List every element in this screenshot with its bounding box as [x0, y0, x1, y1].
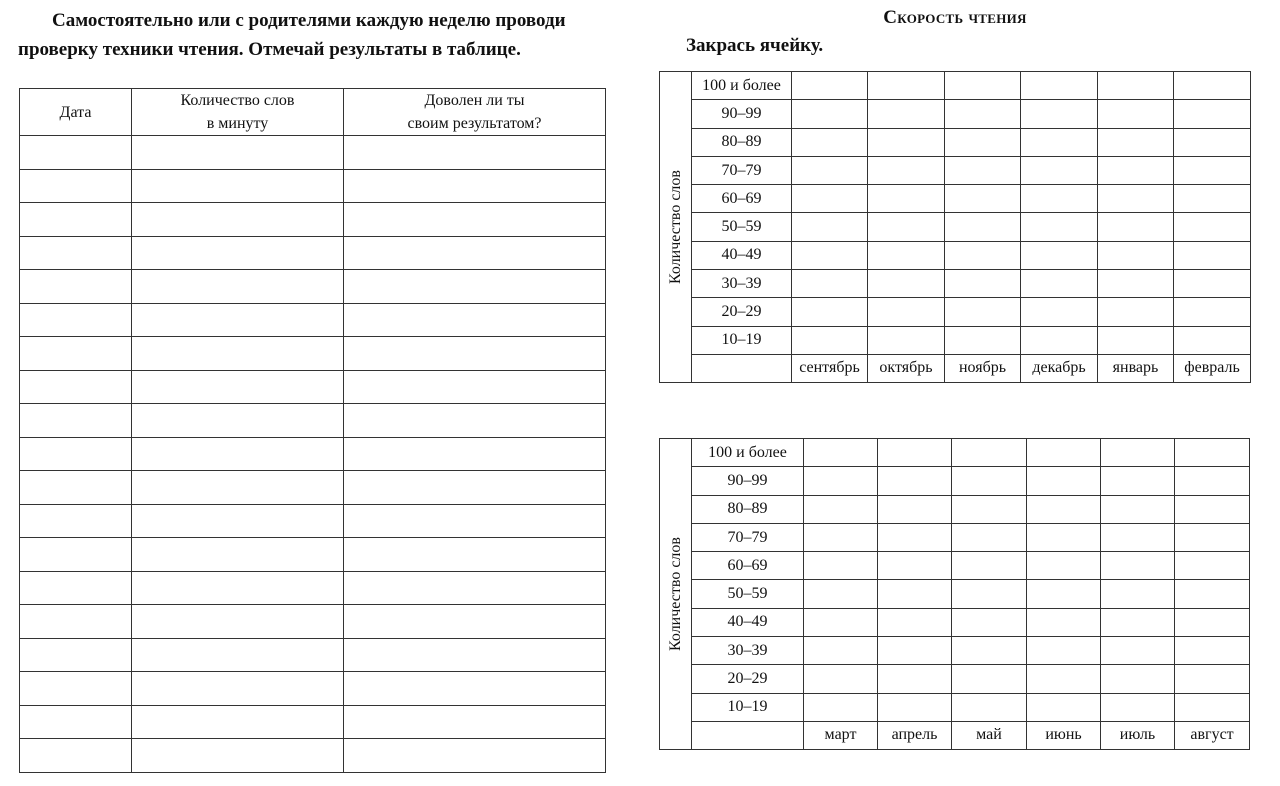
date-cell[interactable] — [20, 303, 132, 337]
speed-cell[interactable] — [792, 185, 868, 213]
speed-cell[interactable] — [945, 270, 1021, 298]
speed-cell[interactable] — [878, 693, 952, 721]
words-cell[interactable] — [132, 538, 344, 572]
speed-cell[interactable] — [1098, 326, 1174, 354]
month-label: январь — [1098, 354, 1174, 382]
speed-cell[interactable] — [1101, 439, 1175, 467]
speed-cell[interactable] — [804, 495, 878, 523]
date-cell[interactable] — [20, 638, 132, 672]
speed-cell[interactable] — [792, 72, 868, 100]
range-label: 10–19 — [692, 693, 804, 721]
range-label: 40–49 — [692, 241, 792, 269]
satisfied-cell[interactable] — [344, 638, 606, 672]
speed-cell[interactable] — [1027, 467, 1101, 495]
speed-row — [660, 580, 1250, 608]
satisfied-cell[interactable] — [344, 437, 606, 471]
date-cell[interactable] — [20, 705, 132, 739]
y-axis-label: Количество слов — [666, 537, 684, 651]
words-cell[interactable] — [132, 203, 344, 237]
speed-cell[interactable] — [1175, 439, 1250, 467]
speed-cell[interactable] — [1175, 637, 1250, 665]
speed-cell[interactable] — [868, 185, 945, 213]
speed-cell[interactable] — [1175, 523, 1250, 551]
satisfied-cell[interactable] — [344, 739, 606, 773]
speed-cell[interactable] — [945, 72, 1021, 100]
month-label: июль — [1101, 721, 1175, 749]
speed-cell[interactable] — [1174, 326, 1251, 354]
speed-cell[interactable] — [1027, 665, 1101, 693]
speed-cell[interactable] — [952, 523, 1027, 551]
satisfied-cell[interactable] — [344, 370, 606, 404]
satisfied-cell[interactable] — [344, 571, 606, 605]
range-label: 50–59 — [692, 580, 804, 608]
date-cell[interactable] — [20, 236, 132, 270]
speed-cell[interactable] — [1098, 213, 1174, 241]
header-words-line1: Количество слов — [180, 92, 295, 109]
range-label: 60–69 — [692, 552, 804, 580]
speed-cell[interactable] — [952, 552, 1027, 580]
range-label: 20–29 — [692, 665, 804, 693]
speed-cell[interactable] — [952, 637, 1027, 665]
range-label: 70–79 — [692, 523, 804, 551]
table-row — [20, 638, 606, 672]
speed-cell[interactable] — [945, 100, 1021, 128]
satisfied-cell[interactable] — [344, 605, 606, 639]
satisfied-cell[interactable] — [344, 471, 606, 505]
speed-cell[interactable] — [792, 213, 868, 241]
speed-cell[interactable] — [1098, 241, 1174, 269]
header-satisfied — [344, 89, 606, 136]
speed-row — [660, 270, 1251, 298]
speed-cell[interactable] — [792, 128, 868, 156]
date-cell[interactable] — [20, 739, 132, 773]
speed-row — [660, 213, 1251, 241]
speed-cell[interactable] — [792, 270, 868, 298]
speed-row — [660, 637, 1250, 665]
date-cell[interactable] — [20, 538, 132, 572]
speed-cell[interactable] — [1098, 128, 1174, 156]
range-label: 30–39 — [692, 637, 804, 665]
speed-cell[interactable] — [792, 241, 868, 269]
speed-cell[interactable] — [1021, 270, 1098, 298]
speed-cell[interactable] — [1021, 156, 1098, 184]
log-body — [20, 136, 606, 773]
table-row — [20, 136, 606, 170]
speed-cell[interactable] — [868, 100, 945, 128]
speed-cell[interactable] — [952, 495, 1027, 523]
date-cell[interactable] — [20, 337, 132, 371]
month-label: сентябрь — [792, 354, 868, 382]
speed-cell[interactable] — [804, 580, 878, 608]
header-date — [20, 89, 132, 136]
range-label: 50–59 — [692, 213, 792, 241]
words-cell[interactable] — [132, 136, 344, 170]
instruction-line-1: Самостоятельно или с родителями каждую неделю проводи — [52, 10, 566, 31]
speed-table-autumn-winter — [659, 71, 1251, 383]
month-label: декабрь — [1021, 354, 1098, 382]
range-label: 10–19 — [692, 326, 792, 354]
range-label: 20–29 — [692, 298, 792, 326]
range-label: 80–89 — [692, 128, 792, 156]
speed-cell[interactable] — [1101, 467, 1175, 495]
speed-cell[interactable] — [1174, 128, 1251, 156]
speed-cell[interactable] — [1101, 495, 1175, 523]
date-cell[interactable] — [20, 437, 132, 471]
speed-cell[interactable] — [792, 298, 868, 326]
speed-cell[interactable] — [1021, 185, 1098, 213]
speed-cell[interactable] — [952, 608, 1027, 636]
speed-row — [660, 128, 1251, 156]
date-cell[interactable] — [20, 605, 132, 639]
speed-cell[interactable] — [878, 580, 952, 608]
table-row — [20, 370, 606, 404]
table-row — [20, 538, 606, 572]
month-label: май — [952, 721, 1027, 749]
page-title: Скорость чтения — [883, 7, 1027, 28]
speed-cell[interactable] — [1098, 156, 1174, 184]
header-date-label: Дата — [59, 103, 92, 121]
speed-cell[interactable] — [1027, 523, 1101, 551]
speed-cell[interactable] — [952, 580, 1027, 608]
speed-cell[interactable] — [1174, 185, 1251, 213]
satisfied-cell[interactable] — [344, 236, 606, 270]
speed-cell[interactable] — [1027, 580, 1101, 608]
satisfied-cell[interactable] — [344, 169, 606, 203]
table-row — [20, 169, 606, 203]
speed-row — [660, 241, 1251, 269]
speed-cell[interactable] — [1174, 72, 1251, 100]
table-row — [20, 705, 606, 739]
speed-cell[interactable] — [1027, 693, 1101, 721]
date-cell[interactable] — [20, 471, 132, 505]
month-label: февраль — [1174, 354, 1251, 382]
satisfied-cell[interactable] — [344, 672, 606, 706]
speed-cell[interactable] — [1101, 637, 1175, 665]
words-cell[interactable] — [132, 571, 344, 605]
date-cell[interactable] — [20, 136, 132, 170]
table-row — [20, 437, 606, 471]
range-label: 80–89 — [692, 495, 804, 523]
speed-cell[interactable] — [804, 552, 878, 580]
speed-cell[interactable] — [868, 213, 945, 241]
corner-cell — [692, 721, 804, 749]
satisfied-cell[interactable] — [344, 337, 606, 371]
month-label: апрель — [878, 721, 952, 749]
speed-cell[interactable] — [1101, 523, 1175, 551]
month-label: август — [1175, 721, 1250, 749]
speed-row — [660, 100, 1251, 128]
speed-row — [660, 608, 1250, 636]
speed-cell[interactable] — [868, 72, 945, 100]
speed-row — [660, 665, 1250, 693]
month-row — [660, 721, 1250, 749]
speed-cell[interactable] — [804, 693, 878, 721]
instruction-line-2: проверку техники чтения. Отмечай результаты в таблице. — [18, 39, 521, 60]
speed-cell[interactable] — [878, 665, 952, 693]
speed-cell[interactable] — [945, 213, 1021, 241]
table-row — [20, 337, 606, 371]
month-label: март — [804, 721, 878, 749]
satisfied-cell[interactable] — [344, 538, 606, 572]
month-label: июнь — [1027, 721, 1101, 749]
speed-cell[interactable] — [792, 100, 868, 128]
words-cell[interactable] — [132, 337, 344, 371]
speed-row — [660, 326, 1251, 354]
speed-cell[interactable] — [945, 156, 1021, 184]
speed-cell[interactable] — [1021, 128, 1098, 156]
speed-cell[interactable] — [1098, 100, 1174, 128]
table-row — [20, 504, 606, 538]
speed-cell[interactable] — [1101, 608, 1175, 636]
range-label: 90–99 — [692, 100, 792, 128]
speed-cell[interactable] — [868, 326, 945, 354]
y-axis-label: Количество слов — [666, 170, 684, 284]
speed-table-spring-summer — [659, 438, 1250, 750]
speed-cell[interactable] — [878, 523, 952, 551]
speed-cell[interactable] — [1021, 326, 1098, 354]
speed-cell[interactable] — [945, 128, 1021, 156]
speed-cell[interactable] — [1174, 156, 1251, 184]
speed-cell[interactable] — [868, 241, 945, 269]
range-label: 100 и более — [692, 72, 792, 100]
header-words-per-minute — [132, 89, 344, 136]
words-cell[interactable] — [132, 169, 344, 203]
speed-cell[interactable] — [1027, 495, 1101, 523]
speed-cell[interactable] — [1174, 213, 1251, 241]
words-cell[interactable] — [132, 370, 344, 404]
speed-cell[interactable] — [868, 128, 945, 156]
speed-cell[interactable] — [878, 439, 952, 467]
speed-row — [660, 552, 1250, 580]
speed-cell[interactable] — [1021, 241, 1098, 269]
header-satisfied-line1: Доволен ли ты — [424, 92, 525, 109]
header-satisfied-line2: своим результатом? — [407, 115, 542, 132]
speed-cell[interactable] — [804, 439, 878, 467]
speed-row — [660, 523, 1250, 551]
speed-cell[interactable] — [804, 467, 878, 495]
corner-cell — [692, 354, 792, 382]
range-label: 60–69 — [692, 185, 792, 213]
speed-cell[interactable] — [1175, 665, 1250, 693]
range-label: 70–79 — [692, 156, 792, 184]
speed-cell[interactable] — [1175, 580, 1250, 608]
speed-cell[interactable] — [1175, 608, 1250, 636]
month-row — [660, 354, 1251, 382]
y-axis-label-cell — [660, 439, 692, 750]
range-label: 90–99 — [692, 467, 804, 495]
words-cell[interactable] — [132, 739, 344, 773]
words-cell[interactable] — [132, 270, 344, 304]
speed-cell[interactable] — [792, 326, 868, 354]
reading-log-table — [19, 88, 606, 773]
speed-cell[interactable] — [1175, 495, 1250, 523]
speed-row — [660, 156, 1251, 184]
date-cell[interactable] — [20, 370, 132, 404]
speed-row — [660, 298, 1251, 326]
speed-cell[interactable] — [878, 637, 952, 665]
speed-cell[interactable] — [1174, 298, 1251, 326]
speed-cell[interactable] — [1175, 552, 1250, 580]
speed-cell[interactable] — [1175, 693, 1250, 721]
speed-cell[interactable] — [1021, 213, 1098, 241]
speed-cell[interactable] — [804, 608, 878, 636]
speed-cell[interactable] — [1021, 100, 1098, 128]
speed-cell[interactable] — [878, 467, 952, 495]
speed-cell[interactable] — [1174, 100, 1251, 128]
speed-cell[interactable] — [1098, 185, 1174, 213]
speed-cell[interactable] — [952, 439, 1027, 467]
speed-cell[interactable] — [1027, 552, 1101, 580]
date-cell[interactable] — [20, 571, 132, 605]
satisfied-cell[interactable] — [344, 504, 606, 538]
range-label: 30–39 — [692, 270, 792, 298]
range-label: 40–49 — [692, 608, 804, 636]
table-row — [20, 672, 606, 706]
speed-row — [660, 467, 1250, 495]
table-row — [20, 739, 606, 773]
words-cell[interactable] — [132, 638, 344, 672]
words-cell[interactable] — [132, 404, 344, 438]
table-row — [20, 471, 606, 505]
table-row — [20, 303, 606, 337]
speed-cell[interactable] — [1101, 580, 1175, 608]
date-cell[interactable] — [20, 672, 132, 706]
left-instruction — [18, 6, 618, 64]
speed-cell[interactable] — [868, 156, 945, 184]
speed-row — [660, 185, 1251, 213]
table-row — [20, 605, 606, 639]
speed-cell[interactable] — [1027, 637, 1101, 665]
y-axis-label-cell — [660, 72, 692, 383]
speed-cell[interactable] — [1174, 270, 1251, 298]
speed-cell[interactable] — [792, 156, 868, 184]
date-cell[interactable] — [20, 404, 132, 438]
speed-cell[interactable] — [804, 523, 878, 551]
date-cell[interactable] — [20, 203, 132, 237]
satisfied-cell[interactable] — [344, 203, 606, 237]
speed-cell[interactable] — [945, 185, 1021, 213]
speed-row — [660, 693, 1250, 721]
speed-cell[interactable] — [1175, 467, 1250, 495]
table-row — [20, 571, 606, 605]
speed-cell[interactable] — [1021, 298, 1098, 326]
date-cell[interactable] — [20, 504, 132, 538]
speed-cell[interactable] — [878, 552, 952, 580]
speed-cell[interactable] — [868, 270, 945, 298]
words-cell[interactable] — [132, 672, 344, 706]
speed-cell[interactable] — [945, 298, 1021, 326]
speed-cell[interactable] — [952, 665, 1027, 693]
speed-cell[interactable] — [1098, 298, 1174, 326]
speed-cell[interactable] — [804, 637, 878, 665]
speed-cell[interactable] — [1098, 72, 1174, 100]
words-cell[interactable] — [132, 236, 344, 270]
speed-cell[interactable] — [1021, 72, 1098, 100]
speed-cell[interactable] — [952, 693, 1027, 721]
satisfied-cell[interactable] — [344, 404, 606, 438]
words-cell[interactable] — [132, 705, 344, 739]
speed-row — [660, 72, 1251, 100]
speed-cell[interactable] — [1027, 439, 1101, 467]
table-row — [20, 236, 606, 270]
month-label: октябрь — [868, 354, 945, 382]
words-cell[interactable] — [132, 504, 344, 538]
log-header-row — [20, 89, 606, 136]
speed-cell[interactable] — [878, 495, 952, 523]
speed-cell[interactable] — [1098, 270, 1174, 298]
speed-cell[interactable] — [878, 608, 952, 636]
words-cell[interactable] — [132, 605, 344, 639]
range-label: 100 и более — [692, 439, 804, 467]
table-row — [20, 404, 606, 438]
speed-cell[interactable] — [945, 241, 1021, 269]
words-cell[interactable] — [132, 471, 344, 505]
speed-cell[interactable] — [1174, 241, 1251, 269]
speed-cell[interactable] — [1101, 693, 1175, 721]
date-cell[interactable] — [20, 270, 132, 304]
satisfied-cell[interactable] — [344, 270, 606, 304]
speed-cell[interactable] — [1101, 552, 1175, 580]
speed-cell[interactable] — [1101, 665, 1175, 693]
month-label: ноябрь — [945, 354, 1021, 382]
speed-cell[interactable] — [952, 467, 1027, 495]
table-row — [20, 270, 606, 304]
satisfied-cell[interactable] — [344, 705, 606, 739]
date-cell[interactable] — [20, 169, 132, 203]
satisfied-cell[interactable] — [344, 303, 606, 337]
satisfied-cell[interactable] — [344, 136, 606, 170]
speed-row — [660, 439, 1250, 467]
speed-cell[interactable] — [868, 298, 945, 326]
table-row — [20, 203, 606, 237]
words-cell[interactable] — [132, 303, 344, 337]
header-words-line2: в минуту — [206, 115, 269, 132]
right-instruction: Закрась ячейку. — [686, 35, 824, 56]
speed-cell[interactable] — [804, 665, 878, 693]
words-cell[interactable] — [132, 437, 344, 471]
speed-cell[interactable] — [1027, 608, 1101, 636]
speed-row — [660, 495, 1250, 523]
speed-cell[interactable] — [945, 326, 1021, 354]
